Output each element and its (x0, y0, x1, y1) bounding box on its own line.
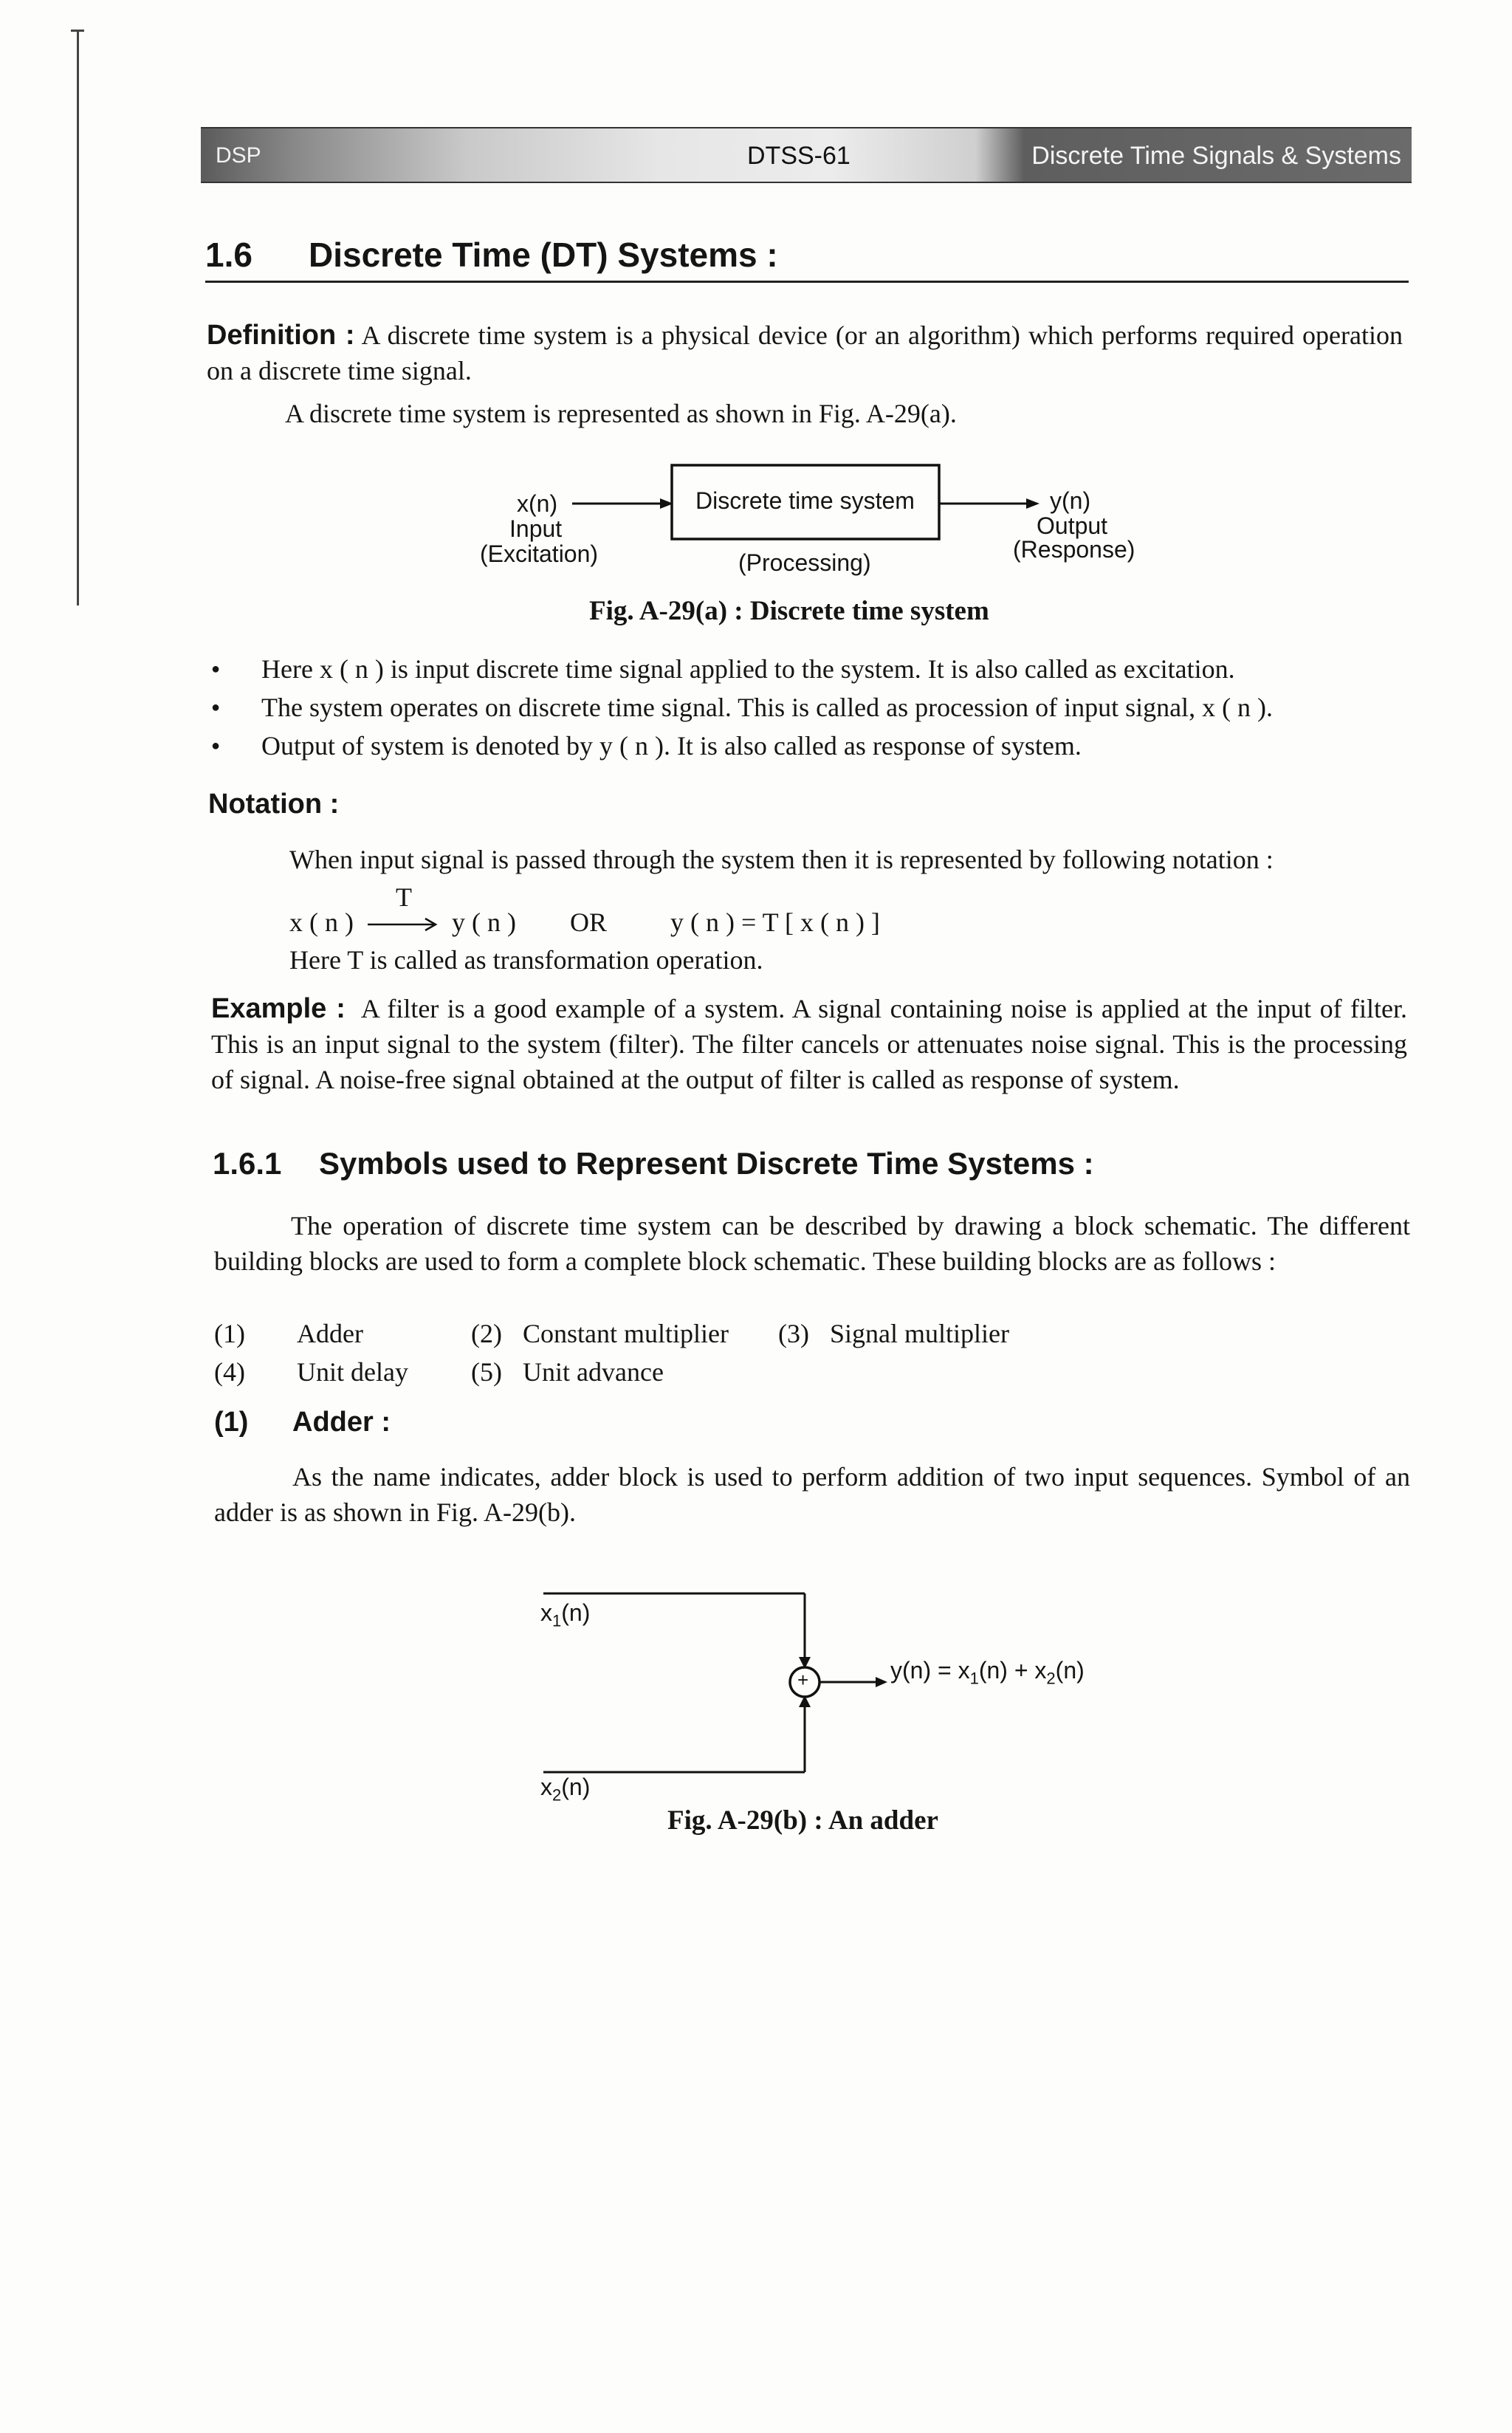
definition-followup: A discrete time system is represented as shown in Fig. A-29(a). (285, 399, 957, 428)
section-number: 1.6 (205, 236, 252, 274)
list-item: ● Here x ( n ) is input discrete time signal applied to the system. It is also called as excitation. (211, 650, 1422, 688)
adder-number: (1) (214, 1407, 249, 1438)
definition-label: Definition : (207, 320, 355, 351)
notation-label: Notation : (208, 789, 340, 820)
list-item: Unit advance (523, 1357, 664, 1387)
adder-paragraph: As the name indicates, adder block is used to perform addition of two input sequences. Symbol of an adder is as shown in Fig. A-29(b). (214, 1462, 1410, 1527)
subsection-intro: The operation of discrete time system can be described by drawing a block schematic. The different building blocks are used to form a complete block schematic. These building blocks are as follows : (214, 1211, 1410, 1276)
list-item: Signal multiplier (830, 1319, 1009, 1348)
example-paragraph (211, 991, 1407, 1097)
header-left: DSP (216, 143, 261, 168)
section-title-text: Discrete Time (DT) Systems : (309, 236, 778, 274)
adder-input-2: $x_2(n)$ (540, 1774, 591, 1805)
subsection-number: 1.6.1 (213, 1146, 282, 1181)
fig-a-box-label: Discrete time system (695, 487, 915, 514)
fig-a-input-note: (Excitation) (480, 541, 599, 567)
list-item: Adder (297, 1319, 363, 1348)
example-label: Example : (211, 993, 346, 1024)
header-chapter: Discrete Time Signals & Systems (1031, 142, 1401, 170)
adder-title: Adder : (292, 1407, 391, 1438)
subsection-title (213, 1146, 1094, 1181)
transform-arrow-label: T (396, 882, 412, 912)
bullet-list (211, 650, 1422, 765)
transform-arrow (365, 913, 441, 935)
adder-heading (214, 1407, 391, 1438)
notation-note: Here T is called as transformation operation. (289, 945, 763, 975)
subsection-title-text: Symbols used to Represent Discrete Time Systems : (319, 1146, 1094, 1181)
figure-b-caption: Fig. A-29(b) : An adder (667, 1805, 938, 1836)
list-item-number: (5) (471, 1357, 502, 1387)
example-text: A filter is a good example of a system. A signal containing noise is applied at the input of filter. This is an input signal to the system (filter). The filter cancels or attenuates noise signal. This is the processing of signal. A noise-free signal obtained at the output of filter is called as response of system. (211, 994, 1407, 1094)
list-item-number: (3) (778, 1319, 809, 1348)
list-item-number: (2) (471, 1319, 502, 1348)
list-item: Constant multiplier (523, 1319, 729, 1348)
fig-a-input-label: Input (509, 515, 563, 542)
fig-a-output-label: Output (1037, 512, 1108, 539)
adder-input-1: $x_1(n)$ (540, 1599, 591, 1630)
figure-a-caption: Fig. A-29(a) : Discrete time system (589, 596, 989, 626)
formula-transform: y ( n ) = T [ x ( n ) ] (670, 907, 880, 937)
fig-a-output-signal: y(n) (1050, 487, 1091, 514)
adder-symbol: + (797, 1669, 809, 1691)
header-page-id: DTSS-61 (747, 142, 850, 170)
formula-or: OR (570, 907, 608, 937)
formula-output: y ( n ) (452, 907, 516, 937)
list-item-number: (1) (214, 1319, 245, 1348)
definition-text: A discrete time system is a physical device (or an algorithm) which performs required operation on a discrete time signal. (207, 320, 1403, 385)
notation-intro: When input signal is passed through the system then it is represented by following notation : (289, 845, 1274, 874)
figure-a-arrows (0, 0, 1512, 605)
fig-a-box-note: (Processing) (738, 549, 871, 576)
list-item-number: (4) (214, 1357, 245, 1387)
fig-a-input-signal: x(n) (517, 490, 558, 517)
fig-a-output-note: (Response) (1013, 536, 1135, 563)
formula-input: x ( n ) (289, 907, 354, 937)
adder-output-equation: $y(n) = x_1(n) + x_2(n)$ (890, 1657, 1085, 1688)
adder-diagram (0, 1551, 1512, 1816)
list-item: ● Output of system is denoted by y ( n ). It is also called as response of system. (211, 727, 1422, 765)
list-item: ● The system operates on discrete time signal. This is called as procession of input signal, x ( n ). (211, 688, 1422, 727)
list-item: Unit delay (297, 1357, 408, 1387)
